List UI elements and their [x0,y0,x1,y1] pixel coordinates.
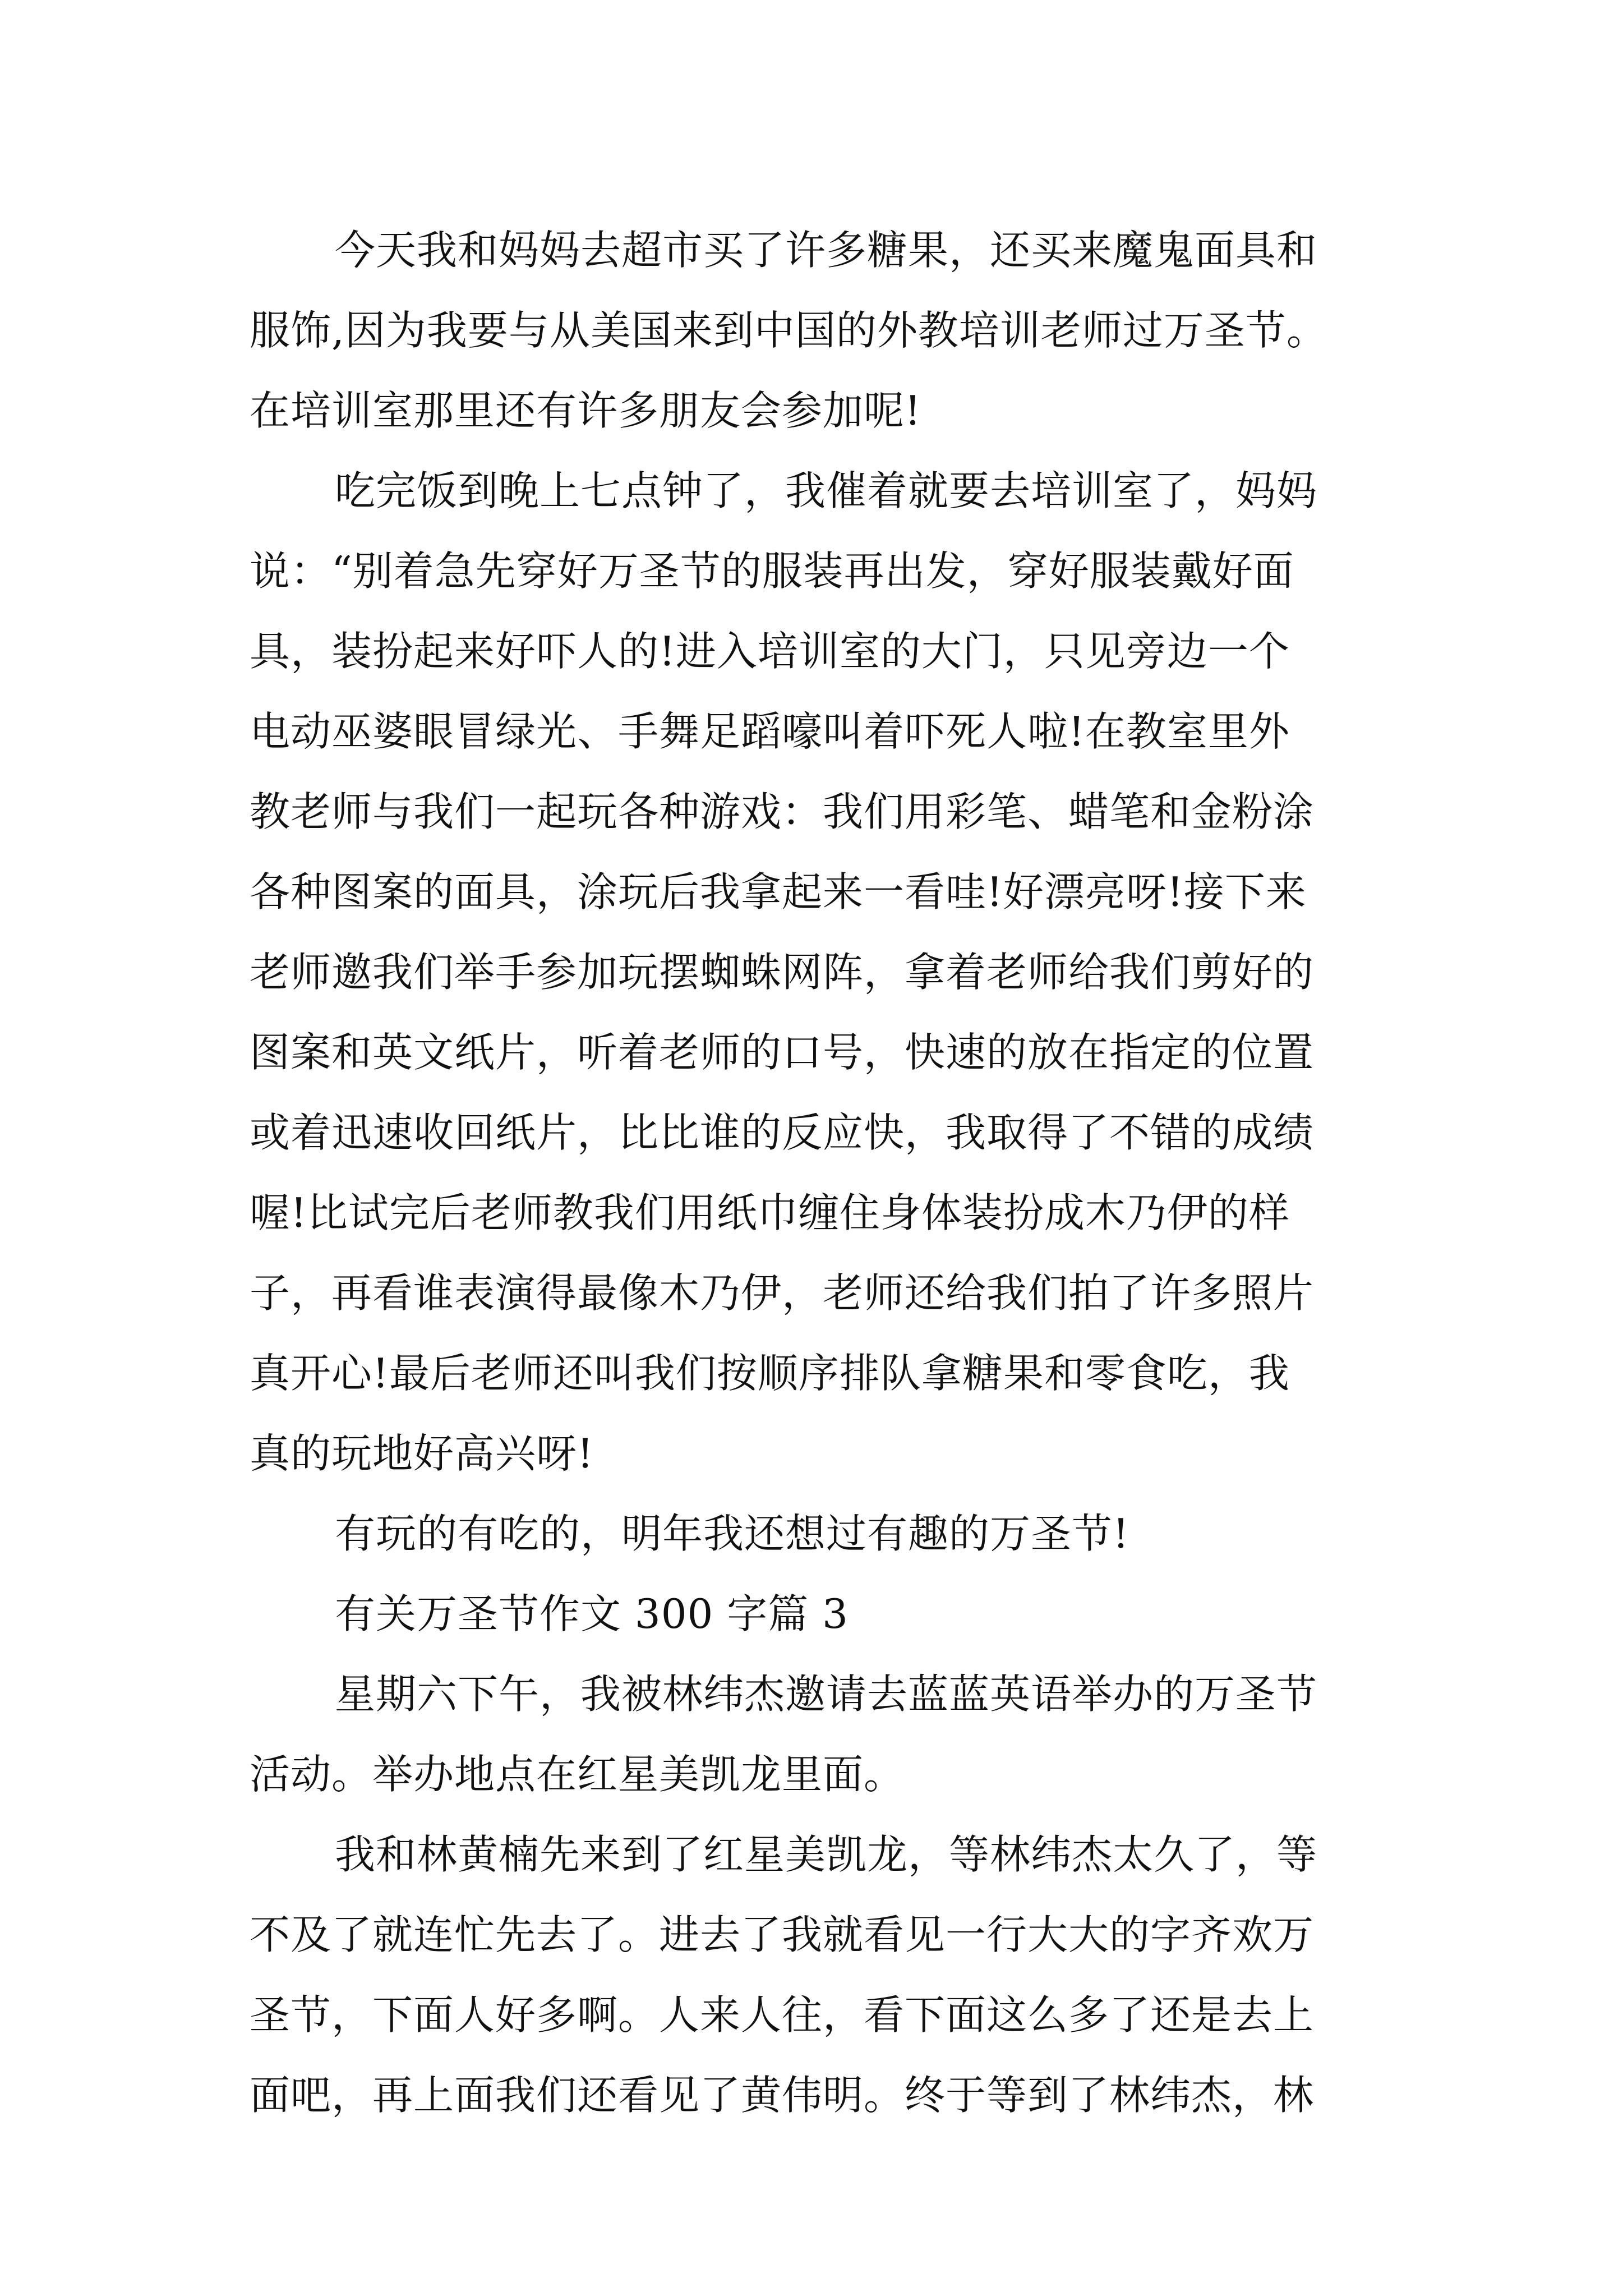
text-line: 各种图案的面具，涂玩后我拿起来一看哇!好漂亮呀!接下来 [250,868,1307,915]
text-line: 在培训室那里还有许多朋友会参加呢! [250,387,921,434]
text-line: 具，装扮起来好吓人的!进入培训室的大门，只见旁边一个 [250,628,1290,675]
text-line: 我和林黄楠先来到了红星美凯龙，等林纬杰太久了，等 [335,1831,1318,1878]
text-line: 有玩的有吃的，明年我还想过有趣的万圣节! [335,1510,1129,1557]
text-line: 老师邀我们举手参加玩摆蜘蛛网阵，拿着老师给我们剪好的 [250,949,1315,996]
text-line: 吃完饭到晚上七点钟了，我催着就要去培训室了，妈妈 [335,467,1318,514]
text-line: 真开心!最后老师还叫我们按顺序排队拿糖果和零食吃，我 [250,1350,1290,1397]
section-heading: 有关万圣节作文 300 字篇 3 [335,1590,849,1637]
document-body [250,210,1396,2136]
text-line: 喔!比试完后老师教我们用纸巾缠住身体装扮成木乃伊的样 [250,1189,1290,1236]
text-line: 图案和英文纸片，听着老师的口号，快速的放在指定的位置 [250,1029,1315,1076]
text-line: 真的玩地好高兴呀! [250,1430,594,1477]
text-line: 星期六下午，我被林纬杰邀请去蓝蓝英语举办的万圣节 [335,1671,1318,1718]
text-line: 今天我和妈妈去超市买了许多糖果，还买来魔鬼面具和 [335,227,1318,274]
text-line: 不及了就连忙先去了。进去了我就看见一行大大的字齐欢万 [250,1911,1315,1958]
text-line: 子，再看谁表演得最像木乃伊，老师还给我们拍了许多照片 [250,1269,1315,1317]
text-line: 教老师与我们一起玩各种游戏：我们用彩笔、蜡笔和金粉涂 [250,788,1315,835]
text-line: 或着迅速收回纸片，比比谁的反应快，我取得了不错的成绩 [250,1109,1315,1156]
text-line: 圣节，下面人好多啊。人来人往，看下面这么多了还是去上 [250,1991,1315,2039]
text-line: 电动巫婆眼冒绿光、手舞足蹈嚎叫着吓死人啦!在教室里外 [250,708,1290,755]
text-line: 服饰,因为我要与从美国来到中国的外教培训老师过万圣节。 [250,307,1327,354]
text-line: 说：“别着急先穿好万圣节的服装再出发，穿好服装戴好面 [250,547,1294,595]
text-line: 活动。举办地点在红星美凯龙里面。 [250,1751,905,1798]
text-line: 面吧，再上面我们还看见了黄伟明。终于等到了林纬杰，林 [250,2072,1315,2119]
